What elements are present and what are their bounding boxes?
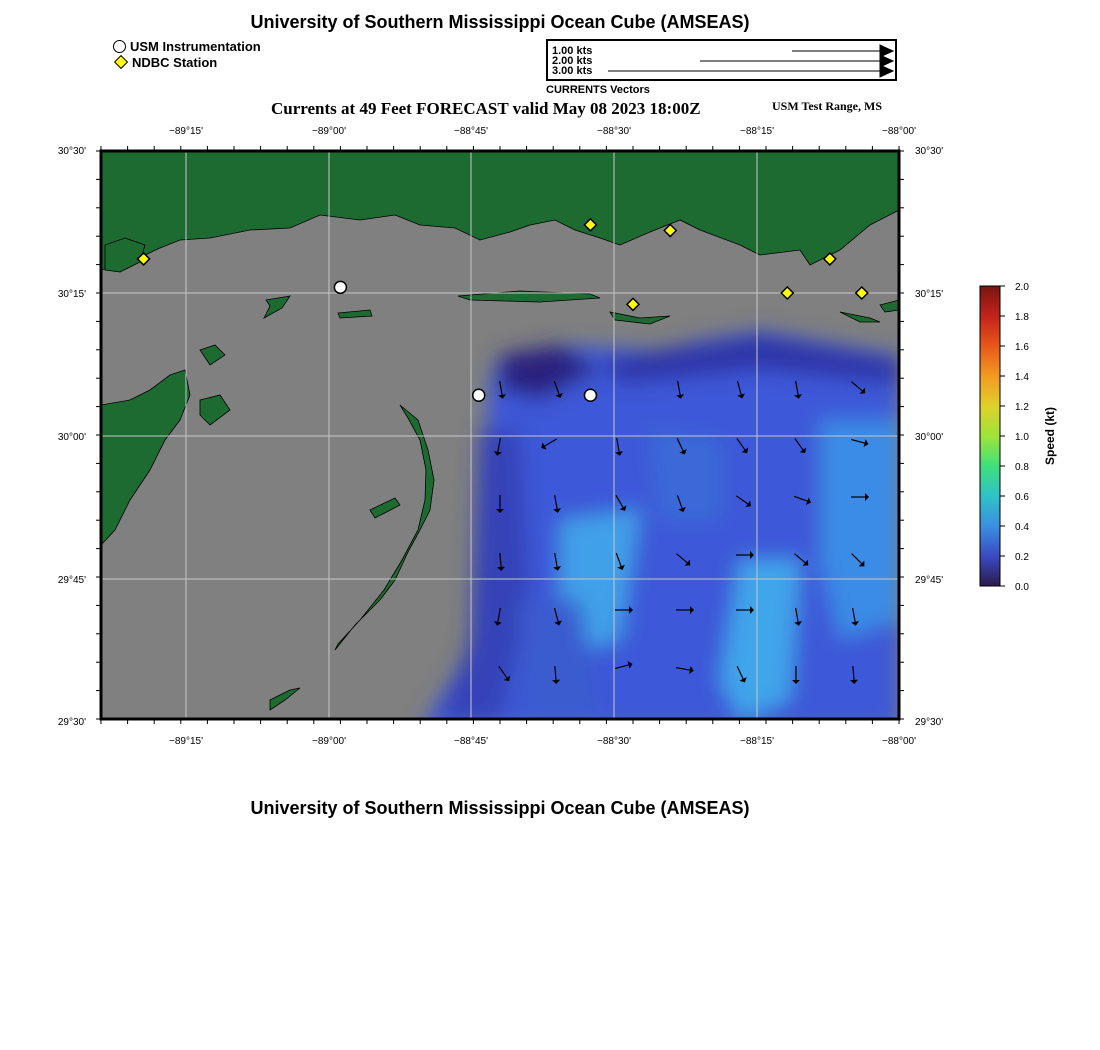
vector-key-caption: CURRENTS Vectors xyxy=(546,84,650,96)
colorbar-tick-label: 1.6 xyxy=(1015,342,1029,353)
colorbar-title: Speed (kt) xyxy=(1043,406,1057,466)
lat-tick-right-1: 30°30' xyxy=(915,146,944,157)
latitude-labels-right xyxy=(915,146,943,728)
vector-key-label-2: 2.00 kts xyxy=(552,55,593,67)
lon-tick-bottom-3: −88°45' xyxy=(454,736,488,747)
lon-tick-bottom-4: −88°30' xyxy=(597,736,631,747)
lat-tick-right-2: 30°15' xyxy=(915,289,944,300)
colorbar-tick-label: 1.2 xyxy=(1015,402,1029,413)
lon-tick-bottom-6: −88°00' xyxy=(882,736,916,747)
legend-usm-label: USM Instrumentation xyxy=(130,38,261,54)
lon-tick-top-4: −88°30' xyxy=(597,126,631,137)
lat-tick-right-3: 30°00' xyxy=(915,432,944,443)
colorbar-tick-label: 0.0 xyxy=(1015,582,1029,593)
colorbar-tick-label: 0.4 xyxy=(1015,522,1029,533)
colorbar-tick-label: 1.0 xyxy=(1015,432,1029,443)
lat-tick-left-4: 29°45' xyxy=(57,575,86,586)
speed-colorbar xyxy=(980,282,1057,593)
lat-tick-right-4: 29°45' xyxy=(915,575,944,586)
lat-tick-right-5: 29°30' xyxy=(915,717,944,728)
lon-tick-top-5: −88°15' xyxy=(740,126,774,137)
range-name: USM Test Range, MS xyxy=(772,99,883,113)
lon-tick-bottom-5: −88°15' xyxy=(740,736,774,747)
colorbar-tick-label: 1.4 xyxy=(1015,372,1029,383)
colorbar-tick-label: 1.8 xyxy=(1015,312,1029,323)
lat-tick-left-1: 30°30' xyxy=(57,146,86,157)
lon-tick-top-2: −89°00' xyxy=(312,126,346,137)
lon-tick-top-6: −88°00' xyxy=(882,126,916,137)
colorbar-tick-label: 0.6 xyxy=(1015,492,1029,503)
lon-tick-bottom-1: −89°15' xyxy=(169,736,203,747)
longitude-labels-bottom xyxy=(169,736,916,747)
vector-key-label-3: 3.00 kts xyxy=(552,65,593,77)
colorbar-ticks xyxy=(1000,282,1029,593)
lat-tick-left-2: 30°15' xyxy=(57,289,86,300)
usm-instrument-marker xyxy=(334,281,346,293)
lon-tick-top-3: −88°45' xyxy=(454,126,488,137)
current-speed-field xyxy=(420,330,900,730)
colorbar-bar xyxy=(980,286,1000,586)
lon-tick-top-1: −89°15' xyxy=(169,126,203,137)
lon-tick-bottom-2: −89°00' xyxy=(312,736,346,747)
colorbar-tick-label: 0.8 xyxy=(1015,462,1029,473)
vector-key-label-1: 1.00 kts xyxy=(552,45,593,57)
lat-tick-left-5: 29°30' xyxy=(57,717,86,728)
usm-instrument-marker xyxy=(584,389,596,401)
colorbar-tick-label: 0.2 xyxy=(1015,552,1029,563)
figure-title: University of Southern Mississippi Ocean Cube (AMSEAS) xyxy=(250,12,750,32)
usm-instrument-marker xyxy=(473,389,485,401)
map-subtitle: Currents at 49 Feet FORECAST valid May 08 2023 18:00Z xyxy=(271,99,701,118)
footer-title: University of Southern Mississippi Ocean Cube (AMSEAS) xyxy=(250,798,750,818)
colorbar-tick-label: 2.0 xyxy=(1015,282,1029,293)
lat-tick-left-3: 30°00' xyxy=(57,432,86,443)
longitude-labels-top xyxy=(169,126,916,137)
legend-ndbc-label: NDBC Station xyxy=(132,54,218,70)
latitude-labels-left xyxy=(58,146,86,728)
